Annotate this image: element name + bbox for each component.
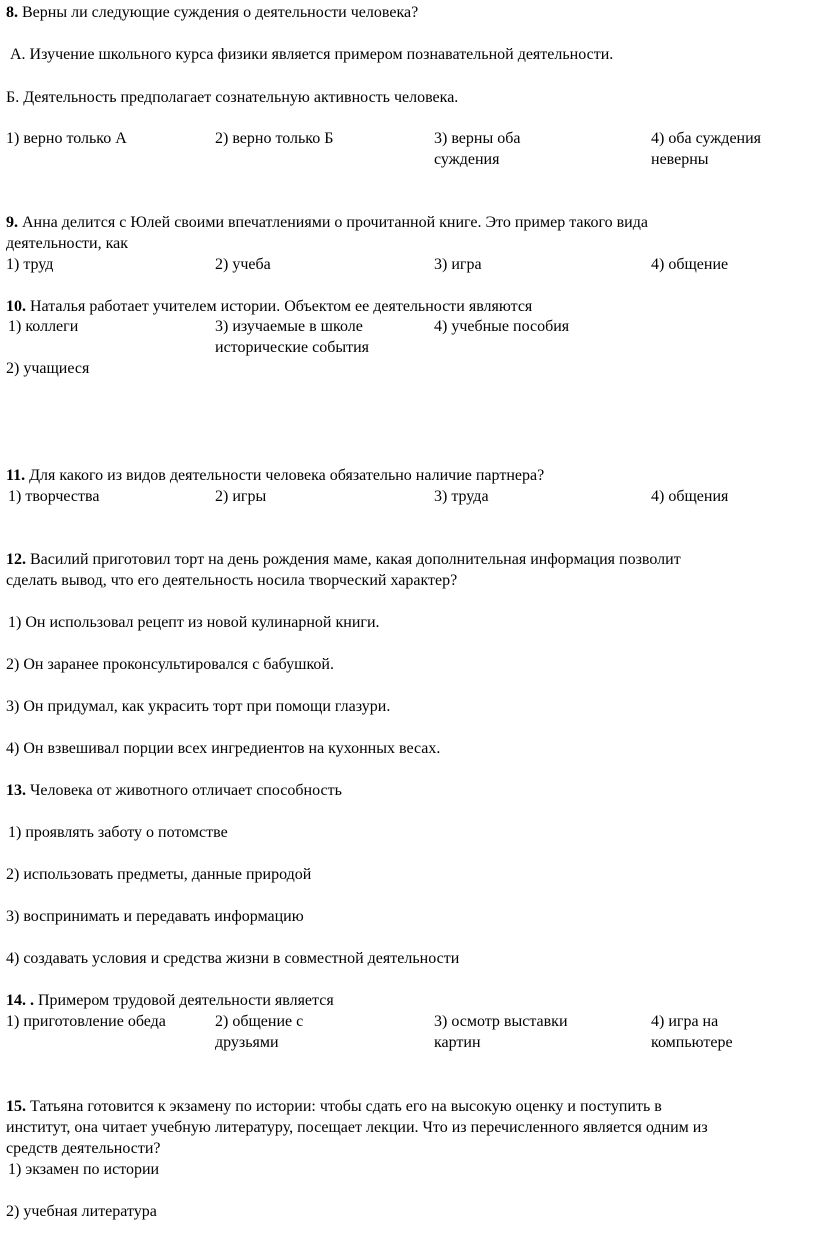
q8-option-4: 4) оба суждения неверны	[651, 130, 762, 168]
q13-option-3: 3) воспринимать и передавать информацию	[6, 908, 304, 925]
q11-option-1: 1) творчества	[8, 488, 100, 505]
q9-option-2: 2) учеба	[215, 256, 271, 273]
q10-option-1: 1) коллеги	[8, 318, 79, 335]
q11-question	[6, 465, 544, 486]
q12-number: 12.	[6, 551, 26, 568]
q15-question	[6, 1096, 662, 1117]
q14-option-3: 3) осмотр выставки картин	[434, 1013, 568, 1051]
q9-number: 9.	[6, 214, 18, 231]
q9-question	[6, 212, 648, 233]
q12-question	[6, 549, 681, 570]
q12-option-3: 3) Он придумал, как украсить торт при помощи глазури.	[6, 698, 391, 715]
q8-statement-b: Б. Деятельность предполагает сознательную активность человека.	[6, 89, 459, 106]
q13-option-4: 4) создавать условия и средства жизни в совместной деятельности	[6, 950, 460, 967]
q9-option-1: 1) труд	[6, 256, 54, 273]
q11-option-3: 3) труда	[434, 488, 489, 505]
q12-option-2: 2) Он заранее проконсультировался с бабушкой.	[6, 656, 334, 673]
q15-number: 15.	[6, 1098, 26, 1115]
q14-number: 14. .	[6, 992, 34, 1009]
q11-number: 11.	[6, 467, 26, 484]
q9-option-3: 3) игра	[434, 256, 482, 273]
q14-option-4: 4) игра на компьютере	[651, 1013, 733, 1051]
q9-text-line-1: Анна делится с Юлей своими впечатлениями о прочитанной книге. Это пример такого вида	[22, 214, 648, 231]
q8-option-1: 1) верно только А	[6, 130, 127, 147]
q8-question	[6, 2, 418, 23]
q13-text: Человека от животного отличает способность	[30, 782, 342, 799]
q15-text-line-1: Татьяна готовится к экзамену по истории: чтобы сдать его на высокую оценку и поступить в	[30, 1098, 662, 1115]
q14-option-2: 2) общение с друзьями	[215, 1013, 304, 1051]
q15-option-2: 2) учебная литература	[6, 1203, 157, 1220]
q13-option-2: 2) использовать предметы, данные природой	[6, 866, 312, 883]
q10-text: Наталья работает учителем истории. Объектом ее деятельности являются	[30, 298, 533, 315]
q12-option-4: 4) Он взвешивал порции всех ингредиентов на кухонных весах.	[6, 740, 441, 757]
q15-option-1: 1) экзамен по истории	[8, 1161, 160, 1178]
q12-option-1: 1) Он использовал рецепт из новой кулинарной книги.	[8, 614, 380, 631]
q8-number: 8.	[6, 4, 18, 21]
q8-statement-a: А. Изучение школьного курса физики является примером познавательной деятельности.	[10, 46, 614, 63]
q11-option-2: 2) игры	[215, 488, 267, 505]
q13-number: 13.	[6, 782, 26, 799]
q8-text: Верны ли следующие суждения о деятельности человека?	[22, 4, 419, 21]
q14-option-1: 1) приготовление обеда	[6, 1013, 166, 1030]
q11-option-4: 4) общения	[651, 488, 729, 505]
q8-option-3: 3) верны оба суждения	[434, 130, 521, 168]
q10-question	[6, 296, 532, 317]
q10-option-3: 3) изучаемые в школе исторические события	[215, 318, 369, 356]
q12-text-line-2: сделать вывод, что его деятельность носила творческий характер?	[6, 572, 458, 589]
q9-option-4: 4) общение	[651, 256, 729, 273]
q10-number: 10.	[6, 298, 26, 315]
q15-text-line-3: средств деятельности?	[6, 1140, 161, 1157]
q14-text: Примером трудовой деятельности является	[38, 992, 334, 1009]
q9-text-line-2: деятельности, как	[6, 235, 128, 252]
q8-option-2: 2) верно только Б	[215, 130, 334, 147]
q10-option-2: 2) учащиеся	[6, 360, 90, 377]
q13-question	[6, 780, 342, 801]
q12-text-line-1: Василий приготовил торт на день рождения маме, какая дополнительная информация позволит	[30, 551, 681, 568]
q11-text: Для какого из видов деятельности человека обязательно наличие партнера?	[29, 467, 545, 484]
q15-text-line-2: институт, она читает учебную литературу, посещает лекции. Что из перечисленного является одним из	[6, 1119, 708, 1136]
q10-option-4: 4) учебные пособия	[434, 318, 570, 335]
q13-option-1: 1) проявлять заботу о потомстве	[8, 824, 228, 841]
q14-question	[6, 990, 334, 1011]
